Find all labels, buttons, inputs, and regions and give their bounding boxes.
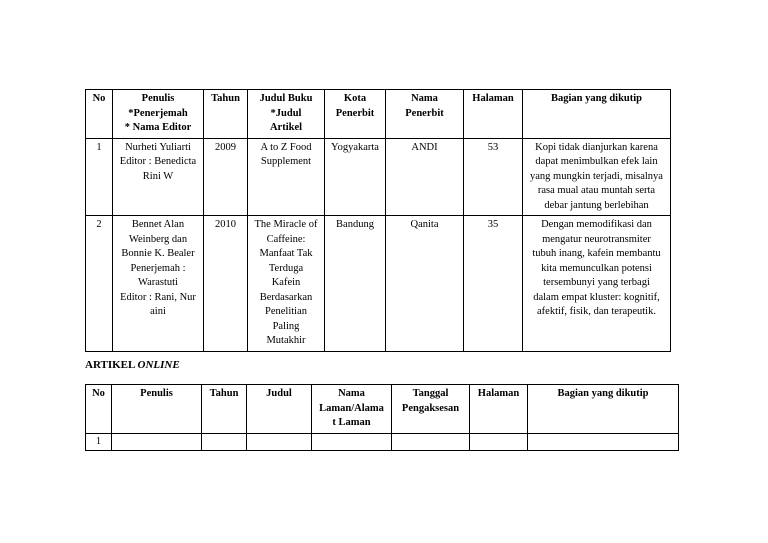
section-title: ARTIKEL ONLINE [85,359,180,371]
header-judul: Judul [247,385,312,434]
header-tanggal: Tanggal Pengaksesan [392,385,470,434]
header-kota: Kota Penerbit [325,90,386,139]
cell-kota: Yogyakarta [325,138,386,216]
header-tahun: Tahun [202,385,247,434]
cell-tanggal [392,433,470,451]
cell-judul [247,433,312,451]
cell-penulis: Nurheti Yuliarti Editor : Benedicta Rini W [113,138,204,216]
cell-kota: Bandung [325,216,386,352]
cell-tahun [202,433,247,451]
table-row [86,216,671,352]
header-nama-penerbit: Nama Penerbit [386,90,464,139]
header-tahun: Tahun [204,90,248,139]
cell-no: 2 [86,216,113,352]
header-penulis: Penulis *Penerjemah * Nama Editor [113,90,204,139]
header-no: No [86,385,112,434]
cell-penulis [112,433,202,451]
header-nama-laman: Nama Laman/Alama t Laman [312,385,392,434]
cell-judul: The Miracle of Caffeine: Manfaat Tak Terduga Kafein Berdasarkan Penelitian Paling Mutakhir [248,216,325,352]
cell-tahun: 2009 [204,138,248,216]
online-article-table [85,384,679,451]
header-halaman: Halaman [464,90,523,139]
cell-bagian: Dengan memodifikasi dan mengatur neurotransmiter tubuh inang, kafein membantu kita memunculkan potensi tersembunyi yang terbagi dalam empat kluster: kognitif, afektif, fisik, dan terapeutik. [523,216,671,352]
table-header-row [86,90,671,139]
header-penulis: Penulis [112,385,202,434]
header-no: No [86,90,113,139]
table-header-row [86,385,679,434]
cell-halaman: 53 [464,138,523,216]
cell-judul: A to Z Food Supplement [248,138,325,216]
header-judul: Judul Buku *Judul Artikel [248,90,325,139]
cell-penerbit: Qanita [386,216,464,352]
cell-bagian: Kopi tidak dianjurkan karena dapat menimbulkan efek lain yang mungkin terjadi, misalnya rasa mual atau muntah serta debar jantung berlebihan [523,138,671,216]
cell-penerbit: ANDI [386,138,464,216]
table-row [86,433,679,451]
cell-halaman [470,433,528,451]
cell-nama-laman [312,433,392,451]
cell-no: 1 [86,138,113,216]
header-halaman: Halaman [470,385,528,434]
cell-penulis: Bennet Alan Weinberg dan Bonnie K. Bealer Penerjemah : Warastuti Editor : Rani, Nur aini [113,216,204,352]
header-bagian: Bagian yang dikutip [528,385,679,434]
cell-no: 1 [86,433,112,451]
cell-tahun: 2010 [204,216,248,352]
cell-halaman: 35 [464,216,523,352]
cell-bagian [528,433,679,451]
table-row [86,138,671,216]
header-bagian: Bagian yang dikutip [523,90,671,139]
book-reference-table [85,89,671,352]
